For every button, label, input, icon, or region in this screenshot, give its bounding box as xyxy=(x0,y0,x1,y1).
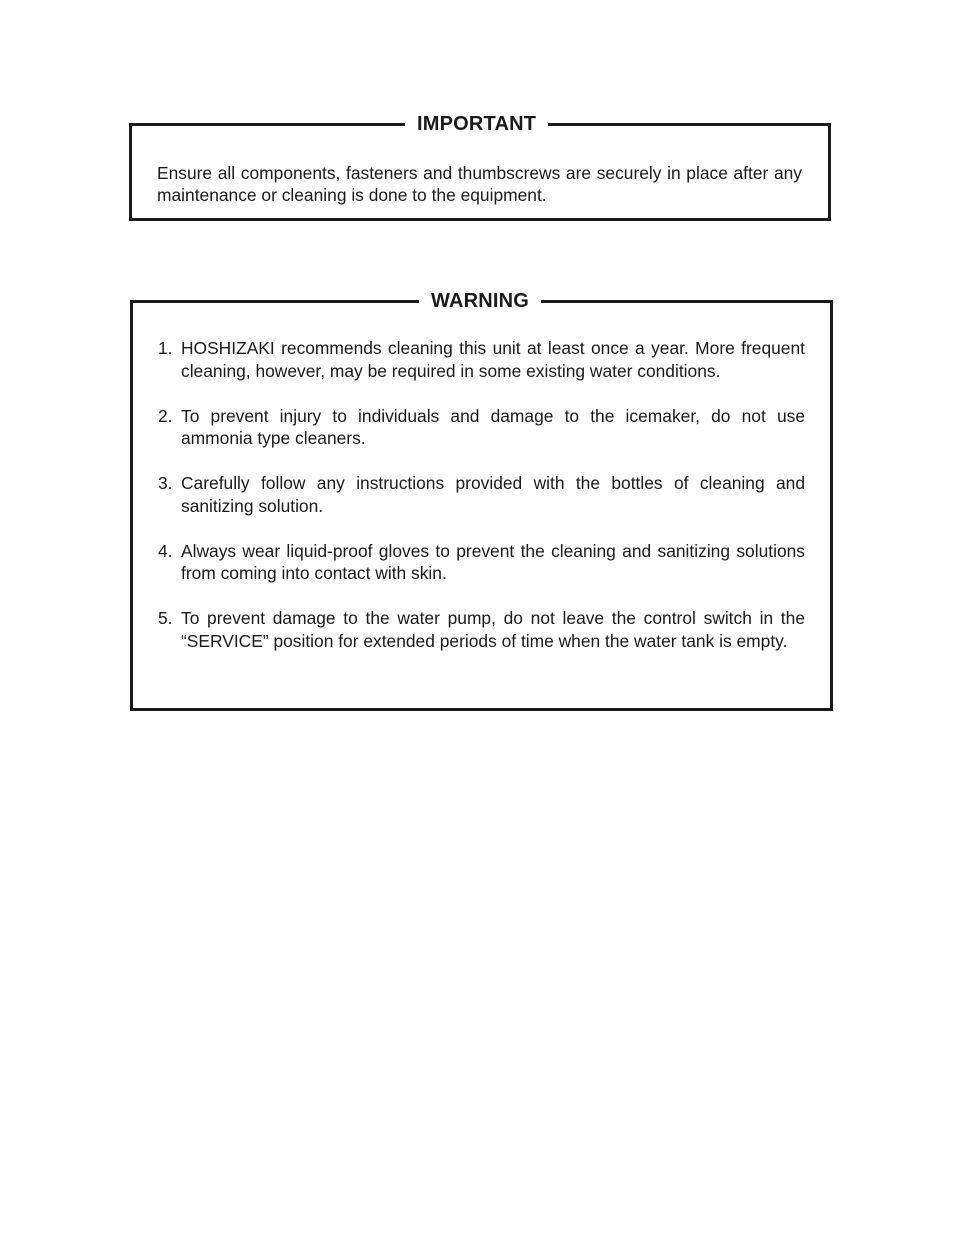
warning-item-number: 1. xyxy=(158,338,173,358)
warning-item-text: To prevent damage to the water pump, do not leave the control switch in the “SERVICE” position for extended periods of time when the water tank is empty. xyxy=(181,608,805,651)
warning-notice-box xyxy=(130,290,833,711)
warning-list xyxy=(158,337,805,652)
important-notice-title: IMPORTANT xyxy=(405,109,548,139)
warning-item-text: Always wear liquid-proof gloves to prevent the cleaning and sanitizing solutions from coming into contact with skin. xyxy=(181,540,805,583)
warning-item-text: HOSHIZAKI recommends cleaning this unit at least once a year. More frequent cleaning, however, may be required in some existing water conditions. xyxy=(181,338,805,381)
warning-item-1 xyxy=(158,337,805,382)
warning-item-text: Carefully follow any instructions provided with the bottles of cleaning and sanitizing solution. xyxy=(181,473,805,516)
warning-item-2 xyxy=(158,405,805,450)
warning-notice-title: WARNING xyxy=(419,286,541,316)
warning-item-number: 2. xyxy=(158,405,173,426)
warning-item-number: 4. xyxy=(158,540,173,561)
important-notice-box xyxy=(129,113,831,221)
warning-item-5 xyxy=(158,607,805,652)
warning-item-text: To prevent injury to individuals and damage to the icemaker, do not use ammonia type cleaners. xyxy=(181,405,805,448)
warning-item-4 xyxy=(158,540,805,585)
warning-item-number: 5. xyxy=(158,608,173,628)
important-notice-body: Ensure all components, fasteners and thumbscrews are securely in place after any maintenance or cleaning is done to the equipment. xyxy=(157,163,802,205)
warning-item-3 xyxy=(158,472,805,517)
warning-item-number: 3. xyxy=(158,473,173,493)
